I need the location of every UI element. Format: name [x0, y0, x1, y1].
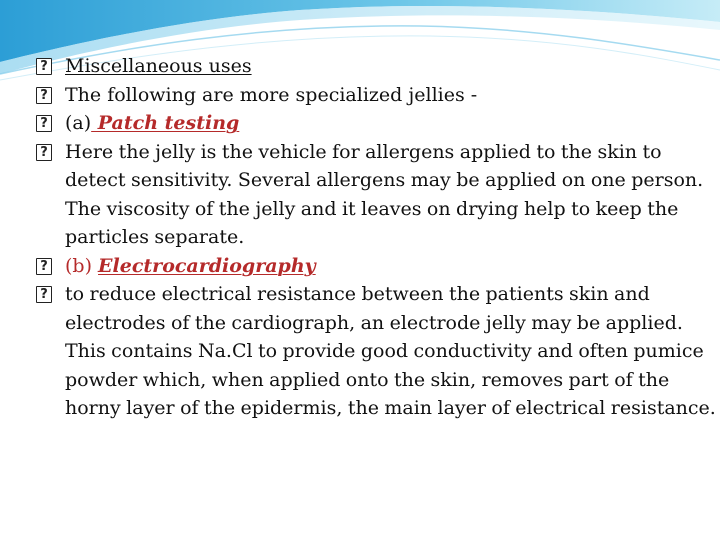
missing-glyph-bullet-icon: ? — [36, 87, 52, 104]
missing-glyph-bullet-icon: ? — [36, 258, 52, 275]
missing-glyph-bullet-icon: ? — [36, 144, 52, 161]
heading-miscellaneous-uses: Miscellaneous uses — [65, 55, 252, 77]
item-prefix-a: (a) — [65, 112, 92, 134]
missing-glyph-bullet-icon: ? — [36, 115, 52, 132]
bullet-electrocardiography-description — [36, 280, 716, 423]
slide-content — [36, 52, 716, 423]
intro-text: The following are more specialized jellies - — [65, 83, 478, 106]
missing-glyph-bullet-icon: ? — [36, 58, 52, 75]
electrocardiography-description: to reduce electrical resistance between the patients skin and electrodes of the cardiograph, an electrode jelly may be applied. This contains Na.Cl to provide good conductivity and often pumice powder which, when applied onto the skin, removes part of the horny layer of the epidermis, the main layer of electrical resistance. — [65, 283, 716, 419]
patch-testing-description: Here the jelly is the vehicle for allergens applied to the skin to detect sensitivity. Several allergens may be applied on one person. The viscosity of the jelly and it leaves on drying help to keep the particles separate. — [65, 140, 704, 248]
bullet-patch-testing-description — [36, 138, 716, 252]
heading-patch-testing: Patch testing — [91, 112, 240, 134]
item-prefix-b: (b) — [65, 254, 92, 277]
bullet-patch-testing — [36, 109, 716, 138]
bullet-miscellaneous-uses — [36, 52, 716, 81]
heading-electrocardiography: Electrocardiography — [98, 254, 316, 277]
missing-glyph-bullet-icon: ? — [36, 286, 52, 303]
bullet-specialized-jellies — [36, 81, 716, 110]
bullet-electrocardiography — [36, 252, 716, 281]
